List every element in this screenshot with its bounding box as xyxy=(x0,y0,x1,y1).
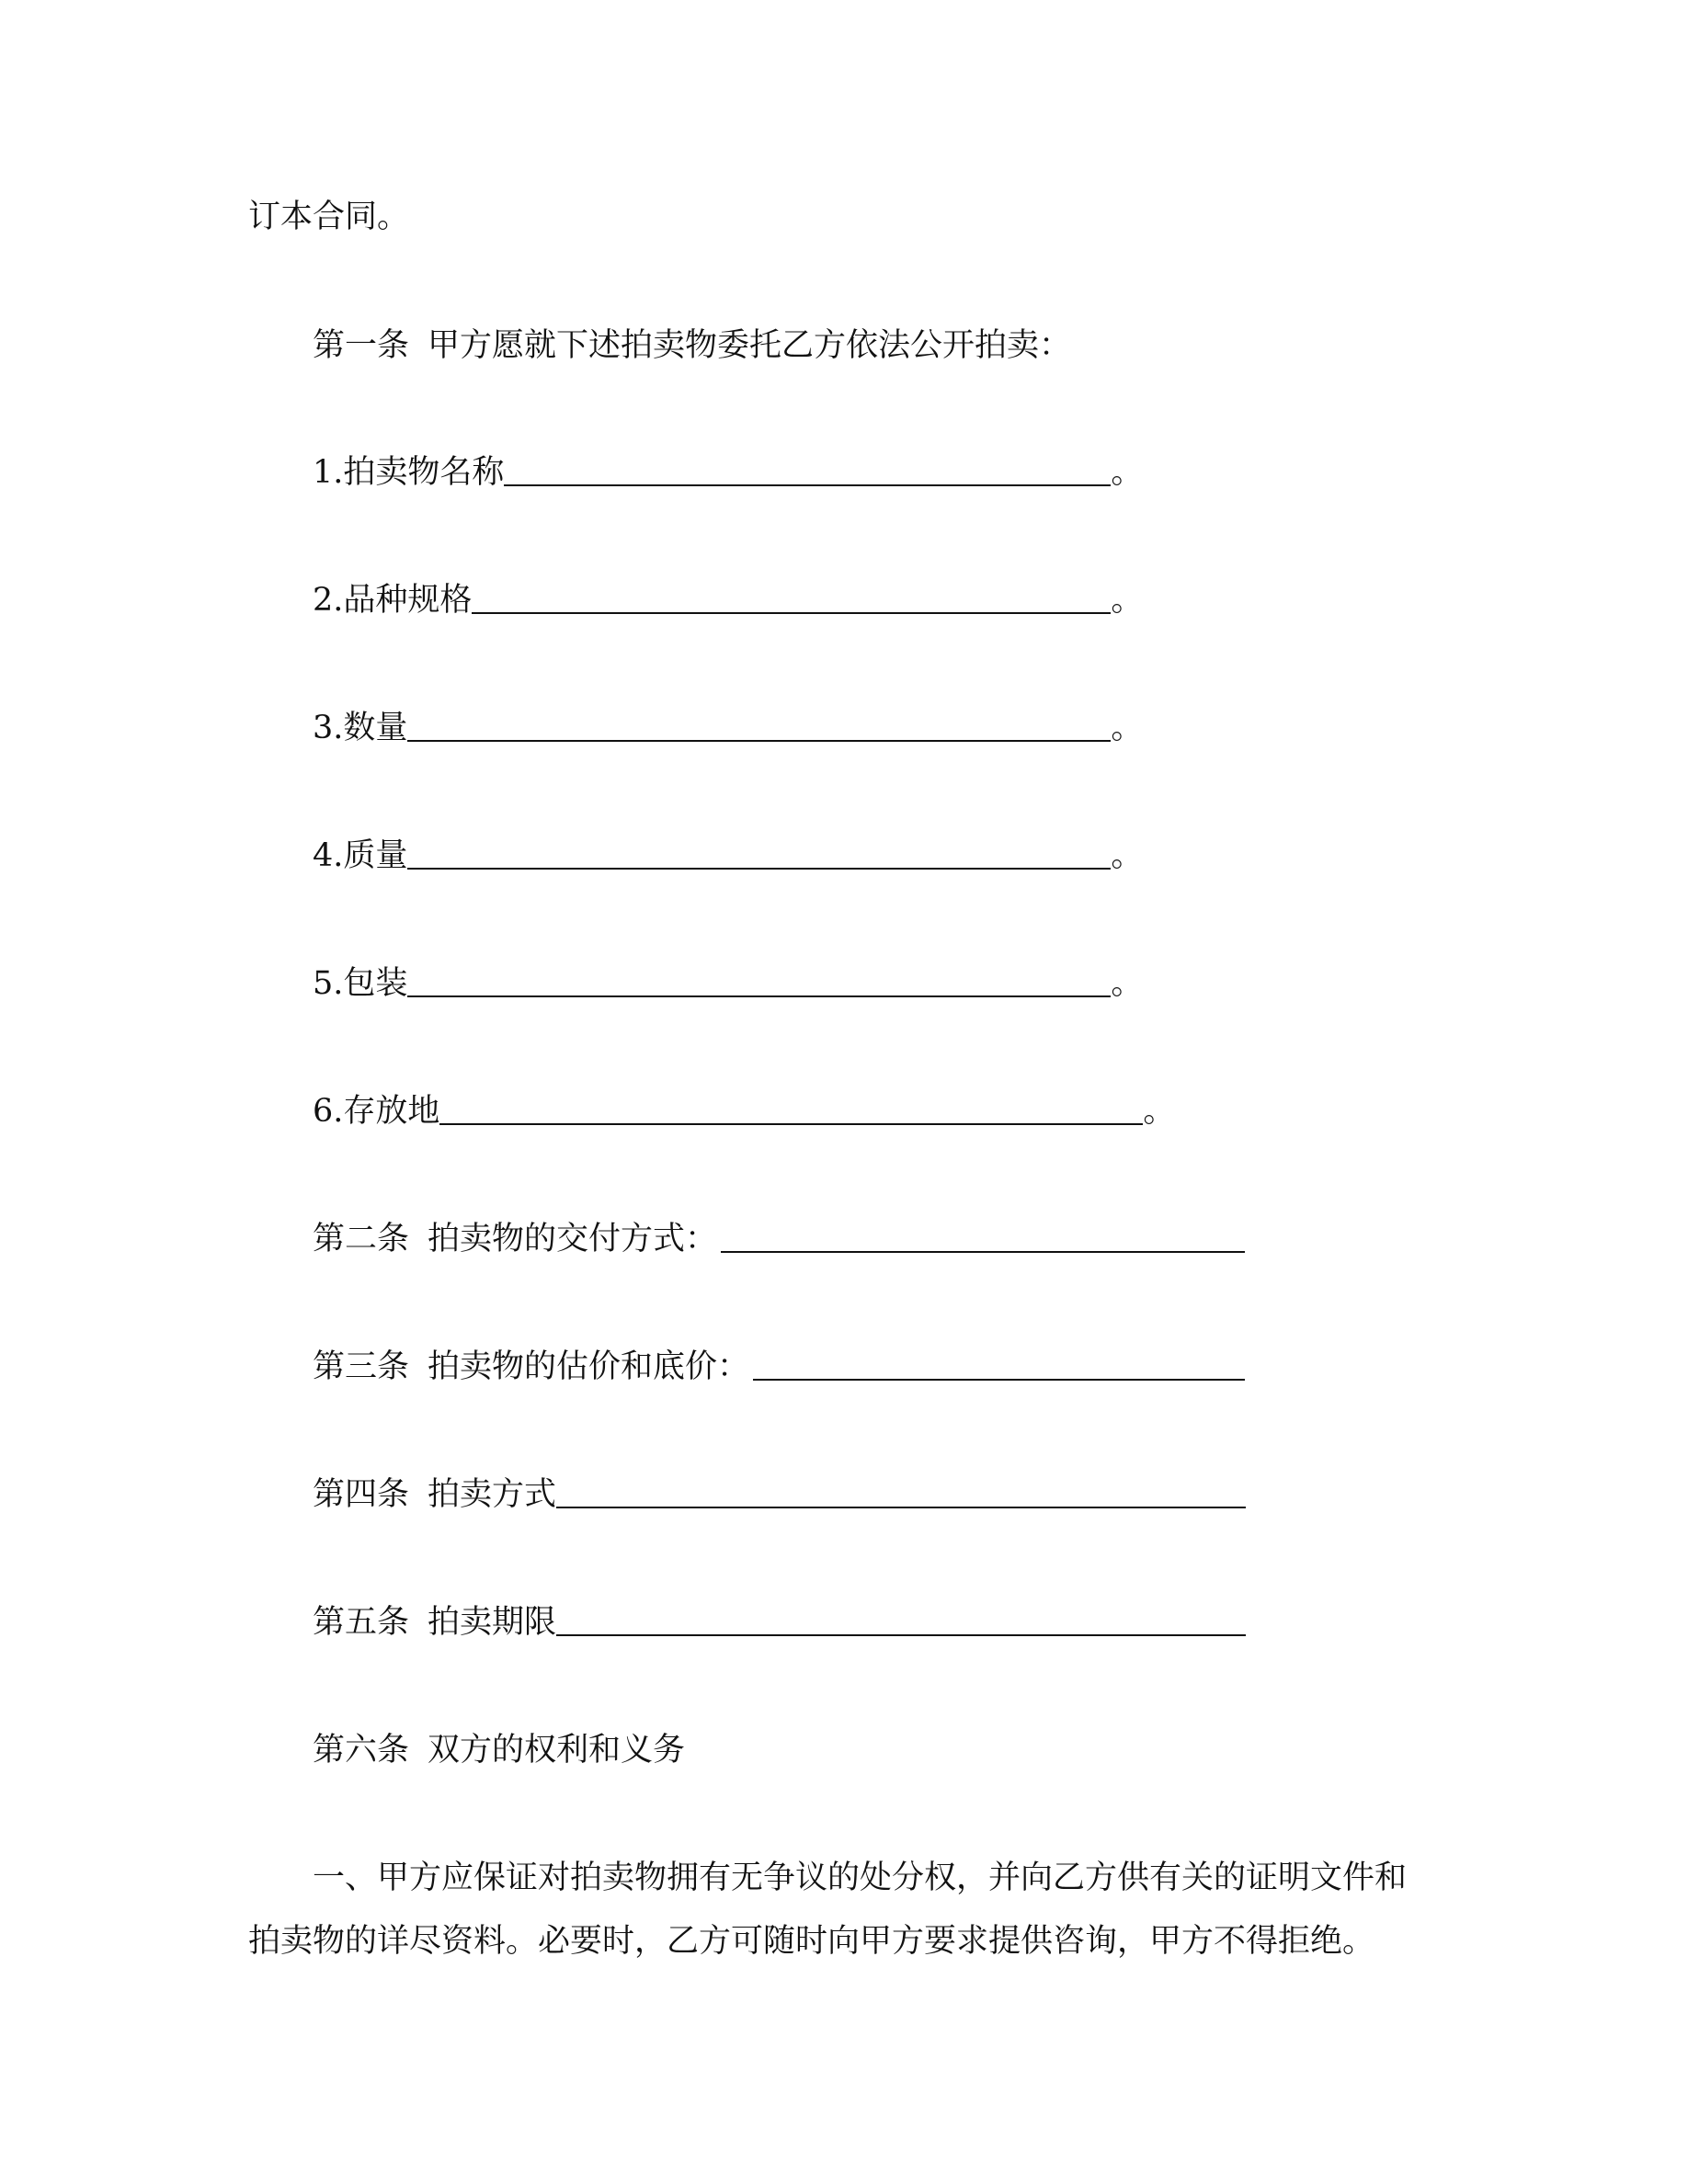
clause-1-line-1-text: 一、甲方应保证对拍卖物拥有无争议的处分权，并向乙方供有关的证明文件和 xyxy=(313,1860,1408,1896)
item-3-quantity xyxy=(313,706,1143,750)
article-2-text: 拍卖物的交付方式： xyxy=(428,1221,718,1257)
item-2-label: 2.品种规格 xyxy=(313,582,473,619)
article-2 xyxy=(313,1217,1245,1261)
item-5-blank[interactable] xyxy=(407,995,1111,997)
article-4-blank[interactable] xyxy=(556,1506,1246,1508)
item-5-package xyxy=(313,961,1143,1006)
item-5-label: 5.包装 xyxy=(313,965,408,1002)
item-1-label: 1.拍卖物名称 xyxy=(313,454,505,491)
article-1-text: 甲方愿就下述拍卖物委托乙方依法公开拍卖： xyxy=(428,327,1072,364)
item-1-name xyxy=(313,450,1143,495)
article-6-text: 双方的权利和义务 xyxy=(428,1732,686,1769)
article-4-text: 拍卖方式 xyxy=(428,1476,557,1513)
item-2-spec xyxy=(313,578,1143,622)
article-3-blank[interactable] xyxy=(753,1378,1245,1381)
clause-1-line-2 xyxy=(248,1919,1374,1963)
intro-tail-text: 订本合同。 xyxy=(248,199,410,235)
item-4-quality xyxy=(313,834,1143,878)
item-1-end: 。 xyxy=(1111,454,1144,491)
article-6 xyxy=(313,1728,685,1772)
item-3-label: 3.数量 xyxy=(313,710,408,746)
intro-tail xyxy=(248,195,409,239)
article-3-number: 第三条 xyxy=(313,1348,410,1385)
article-4-number: 第四条 xyxy=(313,1476,410,1513)
item-1-blank[interactable] xyxy=(504,483,1111,486)
article-5-text: 拍卖期限 xyxy=(428,1604,557,1641)
item-4-blank[interactable] xyxy=(407,867,1111,870)
item-4-label: 4.质量 xyxy=(313,837,408,874)
article-2-number: 第二条 xyxy=(313,1221,410,1257)
item-6-storage xyxy=(313,1089,1175,1133)
article-5 xyxy=(313,1600,1246,1644)
item-6-end: 。 xyxy=(1143,1093,1176,1130)
article-4 xyxy=(313,1473,1246,1517)
article-3-text: 拍卖物的估价和底价： xyxy=(428,1348,750,1385)
article-6-number: 第六条 xyxy=(313,1732,410,1769)
article-5-blank[interactable] xyxy=(556,1633,1246,1636)
item-2-end: 。 xyxy=(1111,582,1144,619)
article-1-number: 第一条 xyxy=(313,327,410,364)
item-2-blank[interactable] xyxy=(472,611,1111,614)
item-3-end: 。 xyxy=(1111,710,1144,746)
article-3 xyxy=(313,1345,1245,1389)
item-3-blank[interactable] xyxy=(407,739,1111,742)
clause-1-line-1 xyxy=(313,1856,1407,1900)
article-2-blank[interactable] xyxy=(721,1250,1245,1253)
clause-1-line-2-text: 拍卖物的详尽资料。必要时，乙方可随时向甲方要求提供咨询，甲方不得拒绝。 xyxy=(248,1923,1375,1960)
item-4-end: 。 xyxy=(1111,837,1144,874)
item-5-end: 。 xyxy=(1111,965,1144,1002)
item-6-blank[interactable] xyxy=(439,1122,1143,1125)
article-1 xyxy=(313,324,1071,368)
article-5-number: 第五条 xyxy=(313,1604,410,1641)
item-6-label: 6.存放地 xyxy=(313,1093,440,1130)
